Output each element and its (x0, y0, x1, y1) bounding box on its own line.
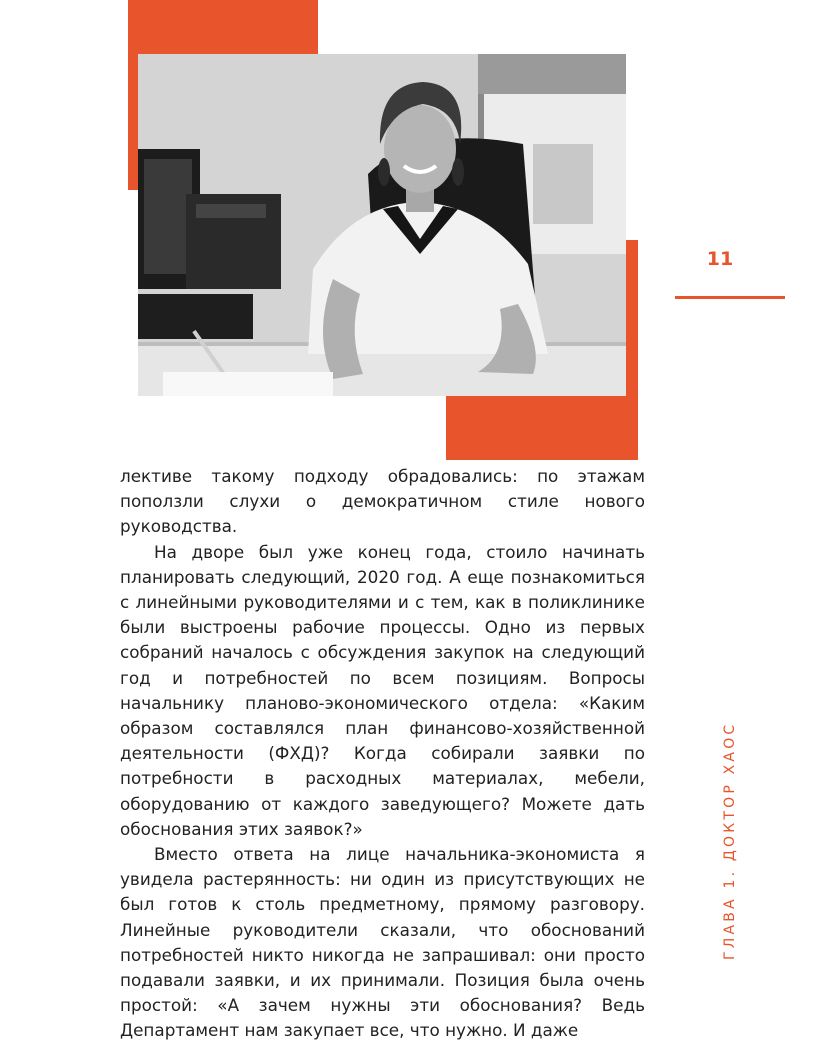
paragraph: На дворе был уже конец года, стоило начинать планировать следующий, 2020 год. А еще познакомиться с линейными руководителями и с тем, как в поликлинике были выстроены рабочие процессы. Одно из первых собраний началось с обсуждения закупок на следующий год и потребностей по всем позициям. Вопросы начальнику планово-экономического отдела: «Каким образом составлялся план финансово-хозяйственной деятельности (ФХД)? Когда собирали заявки по потребности в расходных материалах, мебели, оборудованию от каждого заведующего? Можете дать обоснования этих заявок?» (120, 541, 645, 839)
photo-woman-at-desk (138, 54, 626, 396)
page-number: 11 (706, 248, 734, 270)
paragraph: Вместо ответа на лице начальника-экономиста я увидела растерянность: ни один из присутствующих не был готов к столь предметному, прямому разговору. Линейные руководители сказали, что обоснований потребностей никто никогда не запрашивал: они просто подавали заявки, и их принимали. Позиция была очень простой: «А зачем нужны эти обоснования? Ведь Департамент нам закупает все, что нужно. И даже (120, 844, 645, 1041)
paragraph: лективе такому подходу обрадовались: по этажам поползли слухи о демократичном стиле нового руководства. (120, 466, 645, 537)
running-head-chapter-title: ГЛАВА 1. ДОКТОР ХАОС (722, 721, 738, 960)
page-number-rule (675, 296, 785, 299)
body-text (120, 464, 645, 1044)
